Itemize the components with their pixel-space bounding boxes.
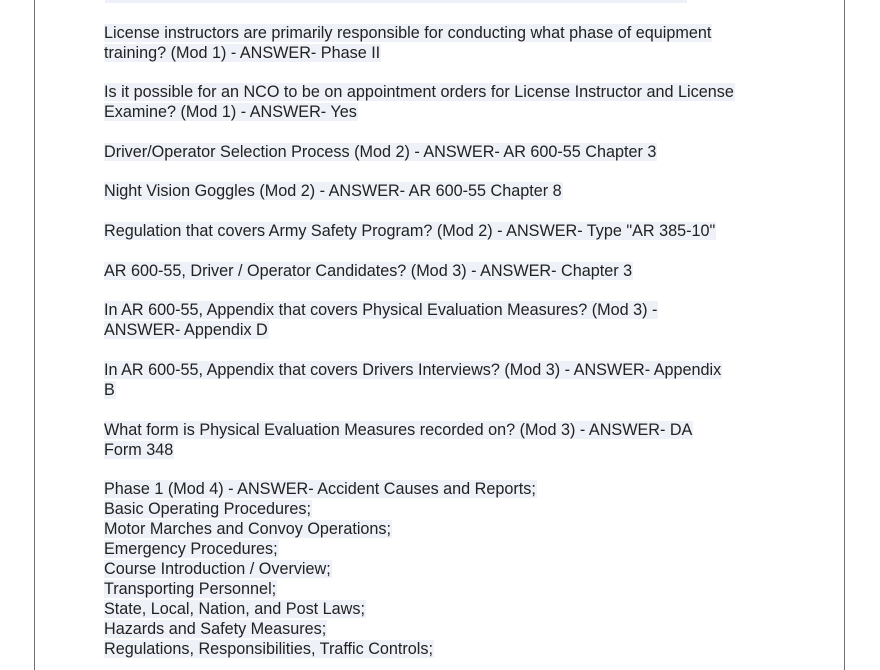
- qa-paragraph: [104, 420, 693, 460]
- text-line: training? (Mod 1) - ANSWER- Phase II: [104, 44, 381, 62]
- text-line: Transporting Personnel;: [104, 580, 277, 598]
- text-line: Form 348: [104, 441, 174, 459]
- text-line: AR 600-55, Driver / Operator Candidates? (Mod 3) - ANSWER- Chapter 3: [104, 262, 633, 280]
- text-line: Regulation that covers Army Safety Program? (Mod 2) - ANSWER- Type "AR 385-10": [104, 222, 716, 240]
- text-line: Regulations, Responsibilities, Traffic Controls;: [104, 640, 433, 658]
- text-line: Basic Operating Procedures;: [104, 500, 311, 518]
- text-line: Examine? (Mod 1) - ANSWER- Yes: [104, 103, 357, 121]
- text-line: Phase 1 (Mod 4) - ANSWER- Accident Causes and Reports;: [104, 480, 536, 498]
- text-line: Driver/Operator Selection Process (Mod 2) - ANSWER- AR 600-55 Chapter 3: [104, 143, 657, 161]
- document-page: [34, 0, 845, 670]
- text-line: License instructors are primarily responsible for conducting what phase of equipment: [104, 24, 712, 42]
- text-line: State, Local, Nation, and Post Laws;: [104, 600, 365, 618]
- qa-paragraph: [104, 221, 716, 241]
- text-line: Emergency Procedures;: [104, 540, 278, 558]
- qa-paragraph: [104, 300, 658, 340]
- qa-paragraph: [104, 82, 735, 122]
- qa-paragraph: [104, 360, 722, 400]
- text-line: Is it possible for an NCO to be on appointment orders for License Instructor and License: [104, 83, 734, 101]
- text-line: Night Vision Goggles (Mod 2) - ANSWER- AR 600-55 Chapter 8: [104, 182, 562, 200]
- text-line: In AR 600-55, Appendix that covers Drivers Interviews? (Mod 3) - ANSWER- Appendix: [104, 361, 722, 379]
- text-line: ANSWER- Appendix D: [104, 321, 268, 339]
- qa-paragraph-list: [104, 479, 537, 659]
- text-line: Hazards and Safety Measures;: [104, 620, 327, 638]
- qa-paragraph: [104, 142, 657, 162]
- text-line: What form is Physical Evaluation Measures recorded on? (Mod 3) - ANSWER- DA: [104, 421, 693, 439]
- text-line: In AR 600-55, Appendix that covers Physical Evaluation Measures? (Mod 3) -: [104, 301, 658, 319]
- text-line: Motor Marches and Convoy Operations;: [104, 520, 392, 538]
- qa-paragraph: [104, 261, 633, 281]
- clipped-previous-line: [105, 0, 687, 3]
- text-line: Course Introduction / Overview;: [104, 560, 331, 578]
- qa-paragraph: [104, 181, 563, 201]
- text-line: B: [104, 381, 115, 399]
- qa-paragraph: [104, 23, 712, 63]
